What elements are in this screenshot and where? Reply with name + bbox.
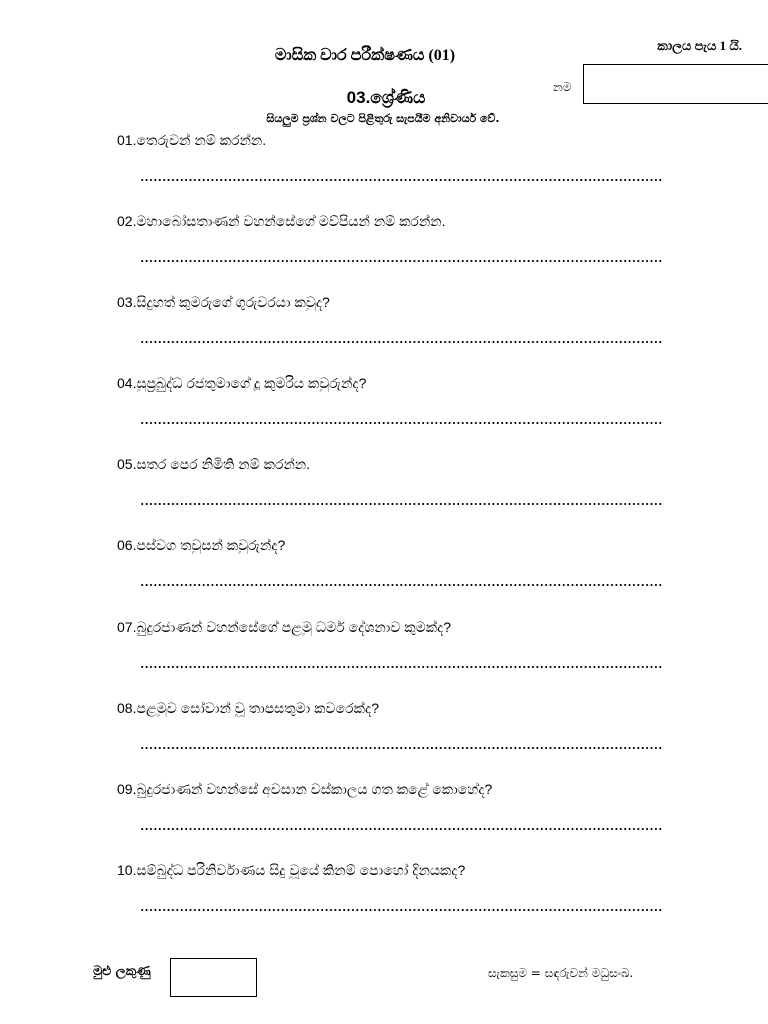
question-item: [117, 293, 677, 374]
question-item: [117, 699, 677, 780]
question-text: 02.මහාබෝසතාණන් වහන්සේගේ මව්පියන් නම් කරන්න.: [117, 213, 446, 230]
answer-line: [140, 666, 663, 668]
question-item: [117, 374, 677, 455]
answer-line: [140, 260, 663, 262]
time-allowed: කාලය පැය 1 යි.: [657, 38, 742, 53]
question-item: [117, 536, 677, 617]
question-item: [117, 455, 677, 536]
answer-line: [140, 584, 663, 586]
page-title: මාසික වාර පරීක්ෂණය (01): [274, 47, 456, 64]
question-item: [117, 618, 677, 699]
answer-line: [140, 341, 663, 343]
answer-line: [140, 909, 663, 911]
question-text: 01.තෙරුවන් නම් කරන්න.: [117, 132, 267, 148]
answer-line: [140, 828, 663, 830]
question-text: 03.සිදුහත් කුමරුගේ ගුරුවරයා කවුද?: [117, 294, 330, 311]
answer-line: [140, 422, 663, 424]
question-text: 04.සුප්‍රබුද්ධ රජතුමාගේ දූ කුමරිය කවුරුන්ද?: [117, 375, 367, 392]
total-marks-label: මුළු ලකුණු: [93, 964, 151, 979]
answer-line: [140, 747, 663, 749]
grade-heading: 03.ශ්‍රේණිය: [346, 88, 426, 107]
answer-line: [140, 179, 663, 181]
question-item: [117, 212, 677, 293]
instruction-text: සියලුම ප්‍රශ්න වලට පිළිතුරු සැපයීම අනිවාර්ය වේ.: [266, 112, 500, 125]
question-item: [117, 780, 677, 861]
question-item: [117, 131, 677, 212]
question-text: 05.සතර පෙර නිමිති නම් කරන්න.: [117, 456, 311, 473]
question-text: 09.බුදුරජාණන් වහන්සේ අවසාන වස්කාලය ගත කළේ කොහේද?: [117, 780, 493, 797]
name-label: නම: [553, 80, 572, 94]
total-marks-box: [170, 958, 257, 997]
question-item: [117, 861, 677, 942]
question-text: 06.පස්වග තවුසන් කවුරුන්ද?: [117, 537, 286, 554]
question-list: [117, 131, 677, 942]
question-text: 08.පළමුව සෝවාන් වූ තාපසතුමා කවරෙක්ද?: [117, 699, 379, 716]
question-text: 10.සම්බුද්ධ පරිනිර්වාණය සිදු වූයේ කිනම් පොහෝ දිනයකද?: [117, 861, 466, 878]
answer-line: [140, 503, 663, 505]
prepared-by-credit: සැකසුම = සඳරුවන් මධුසංඛ.: [488, 966, 634, 980]
name-box: [583, 64, 768, 104]
question-text: 07.බුදුරජාණන් වහන්සේගේ පළමු ධර්ම දේශනාව කුමක්ද?: [117, 618, 452, 635]
